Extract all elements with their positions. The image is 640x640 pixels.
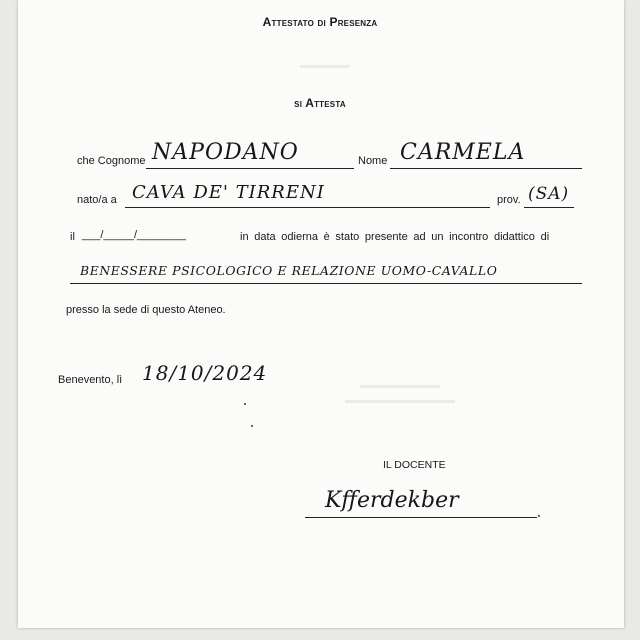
name-label: Nome — [358, 155, 388, 167]
province-handwritten: (SA) — [528, 184, 570, 204]
teacher-signature: Kfferdekber — [325, 488, 459, 513]
bleed-through-mark: ▬▬▬▬▬▬▬▬ — [360, 380, 440, 391]
ink-dot — [244, 403, 246, 405]
date-label: il — [70, 231, 75, 243]
location-text: presso la sede di questo Ateneo. — [66, 304, 226, 316]
teacher-label: IL DOCENTE — [383, 459, 446, 471]
document-subtitle: si Attesta — [294, 96, 346, 110]
province-line — [524, 207, 574, 208]
name-line — [390, 168, 582, 169]
presence-text: in data odierna è stato presente ad un incontro didattico di — [240, 231, 550, 243]
birthplace-label: nato/a a — [77, 194, 117, 206]
bleed-through-mark: ▬▬▬▬▬▬▬▬▬▬▬ — [345, 395, 455, 406]
place-date-label: Benevento, lì — [58, 374, 123, 386]
surname-line — [146, 168, 354, 169]
document-title: Attestato di Presenza — [262, 15, 378, 29]
signature-line — [305, 517, 537, 518]
birthplace-line — [125, 207, 490, 208]
ink-dot — [251, 425, 253, 427]
surname-label: che Cognome — [77, 155, 146, 167]
course-line — [70, 283, 582, 284]
province-label: prov. — [497, 194, 521, 206]
date-blank: ___/_____/________ — [82, 229, 186, 241]
surname-handwritten: NAPODANO — [152, 140, 299, 165]
ink-dot — [538, 515, 540, 517]
bleed-through-mark: ▬▬▬▬▬ — [300, 60, 350, 71]
name-handwritten: CARMELA — [400, 140, 526, 165]
birthplace-handwritten: CAVA DE' TIRRENI — [132, 182, 325, 203]
course-handwritten: BENESSERE PSICOLOGICO E RELAZIONE UOMO-CAVALLO — [80, 263, 498, 278]
place-date-handwritten: 18/10/2024 — [142, 361, 268, 385]
